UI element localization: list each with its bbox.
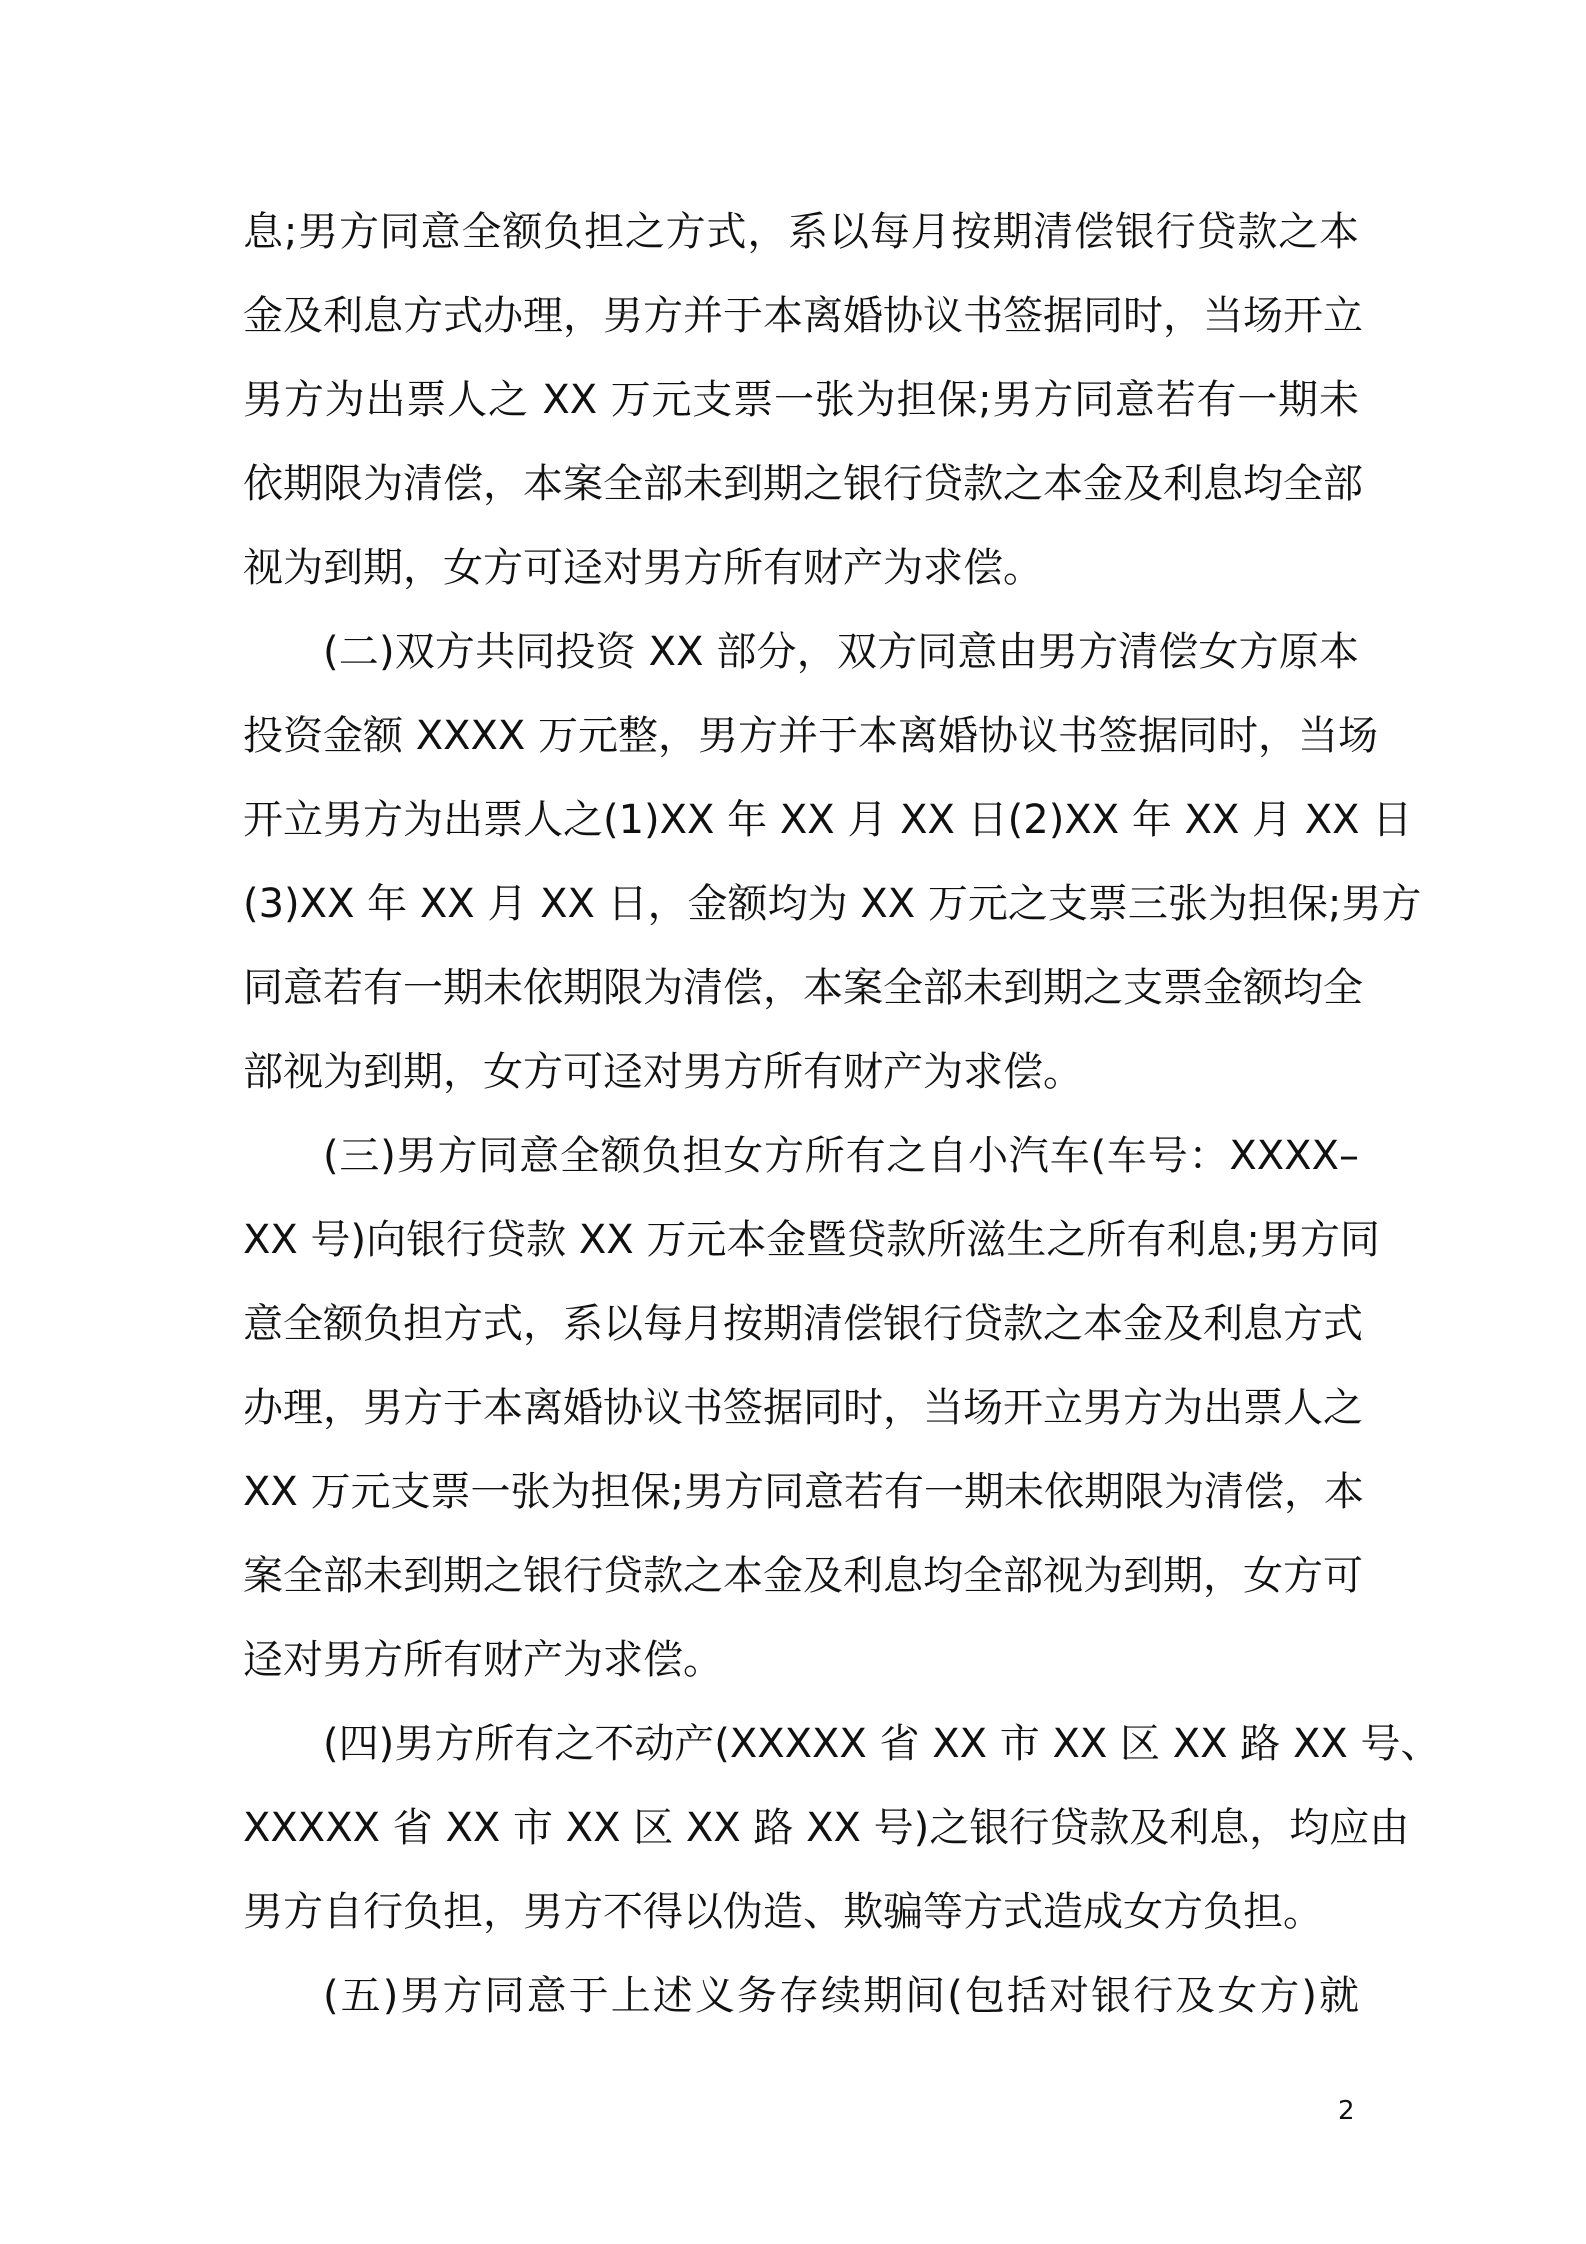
text-line: 部视为到期，女方可迳对男方所有财产为求偿。	[243, 1049, 1083, 1095]
text-line: 依期限为清偿，本案全部未到期之银行贷款之本金及利息均全部	[243, 461, 1363, 507]
paragraph-2-start: (二)双方共同投资 XX 部分，双方同意由男方清偿女方原本	[323, 629, 1359, 675]
text-line: 案全部未到期之银行贷款之本金及利息均全部视为到期，女方可	[243, 1553, 1363, 1599]
text-line: XX 号)向银行贷款 XX 万元本金暨贷款所滋生之所有利息;男方同	[243, 1217, 1380, 1263]
text-line: 金及利息方式办理，男方并于本离婚协议书签据同时，当场开立	[243, 293, 1363, 339]
text-line: 投资金额 XXXX 万元整，男方并于本离婚协议书签据同时，当场	[243, 713, 1379, 759]
text-line: 视为到期，女方可迳对男方所有财产为求偿。	[243, 545, 1043, 591]
text-line: (3)XX 年 XX 月 XX 日，金额均为 XX 万元之支票三张为担保;男方	[243, 881, 1422, 927]
text-line: 迳对男方所有财产为求偿。	[243, 1637, 723, 1683]
text-line: 意全额负担方式，系以每月按期清偿银行贷款之本金及利息方式	[243, 1301, 1363, 1347]
text-line: 男方自行负担，男方不得以伪造、欺骗等方式造成女方负担。	[243, 1889, 1323, 1935]
text-line: XXXXX 省 XX 市 XX 区 XX 路 XX 号)之银行贷款及利息，均应由	[243, 1805, 1410, 1851]
document-body	[243, 190, 1441, 2038]
text-line: XX 万元支票一张为担保;男方同意若有一期未依期限为清偿，本	[243, 1469, 1364, 1515]
text-line: 息;男方同意全额负担之方式，系以每月按期清偿银行贷款之本	[243, 209, 1359, 255]
paragraph-4-start: (四)男方所有之不动产(XXXXX 省 XX 市 XX 区 XX 路 XX 号、	[323, 1721, 1441, 1767]
paragraph-5-start: (五)男方同意于上述义务存续期间(包括对银行及女方)就	[323, 1973, 1359, 2019]
text-line: 开立男方为出票人之(1)XX 年 XX 月 XX 日(2)XX 年 XX 月 XX 日	[243, 797, 1413, 843]
paragraph-3-start: (三)男方同意全额负担女方所有之自小汽车(车号：XXXX–	[323, 1133, 1359, 1179]
page-number: 2	[1338, 2096, 1355, 2126]
text-line: 男方为出票人之 XX 万元支票一张为担保;男方同意若有一期未	[243, 377, 1359, 423]
text-line: 办理，男方于本离婚协议书签据同时，当场开立男方为出票人之	[243, 1385, 1363, 1431]
text-line: 同意若有一期未依期限为清偿，本案全部未到期之支票金额均全	[243, 965, 1363, 1011]
